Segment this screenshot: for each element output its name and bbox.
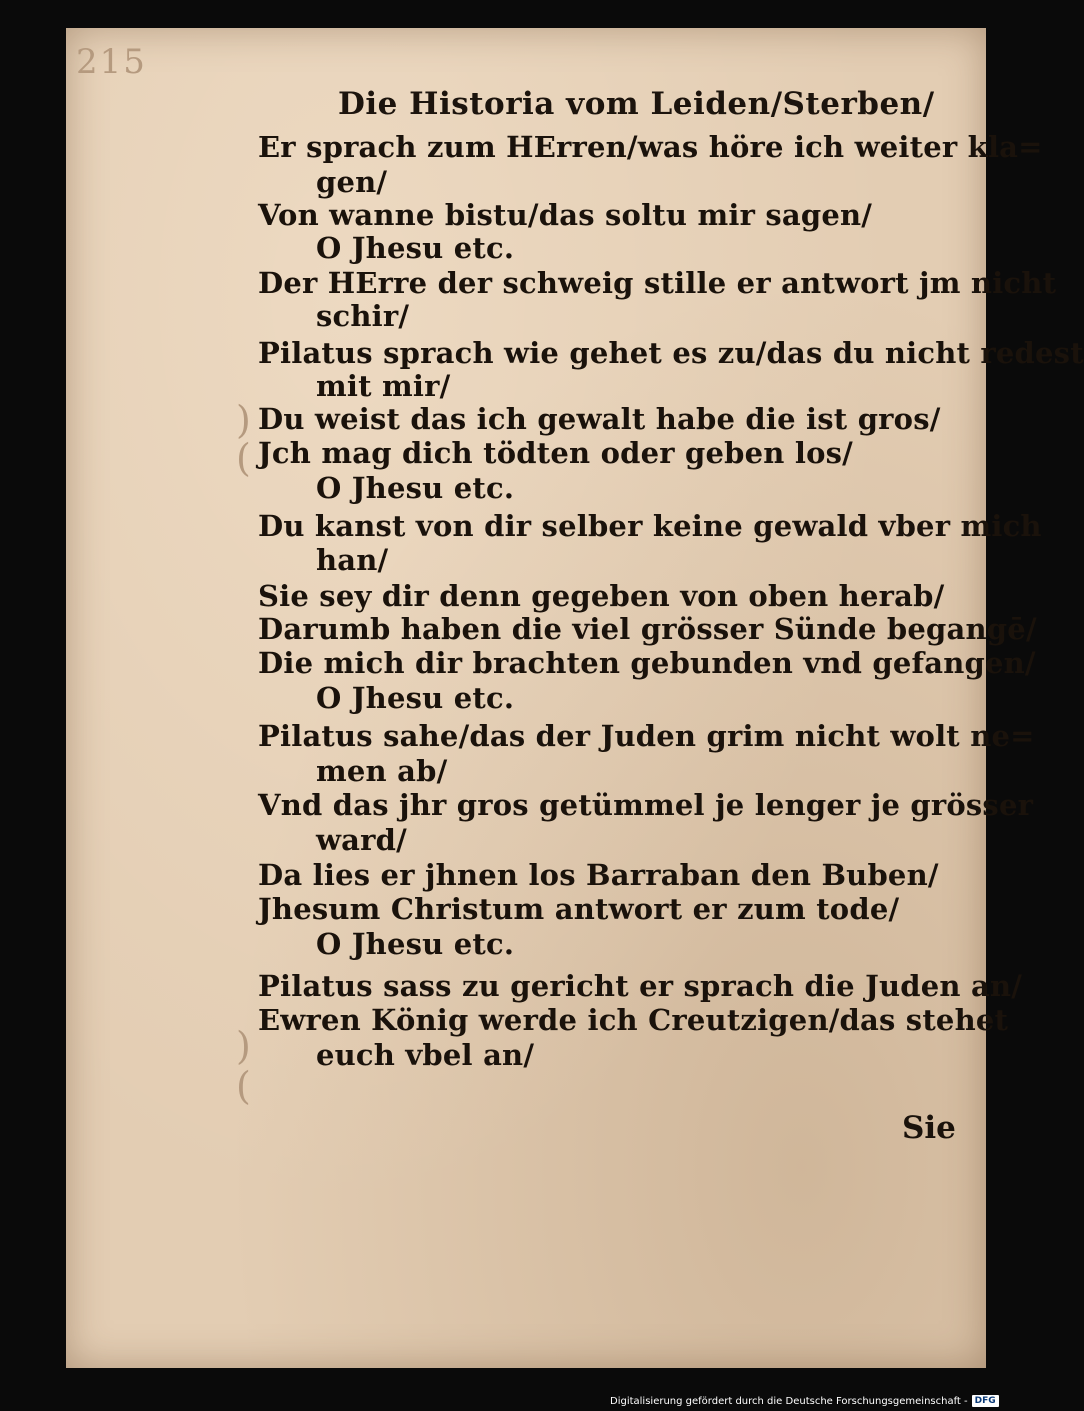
text-line: men ab/ xyxy=(316,754,448,788)
text-line: O Jhesu etc. xyxy=(316,471,515,505)
text-line: Du kanst von dir selber keine gewald vber mich xyxy=(258,509,1042,543)
text-line: O Jhesu etc. xyxy=(316,927,515,961)
text-line: Jhesum Christum antwort er zum tode/ xyxy=(258,892,900,926)
text-line: Pilatus sahe/das der Juden grim nicht wolt ne= xyxy=(258,719,1035,753)
text-line: Die mich dir brachten gebunden vnd gefangen/ xyxy=(258,646,1036,680)
margin-brace-mark: ( xyxy=(236,436,251,480)
text-line: O Jhesu etc. xyxy=(316,681,515,715)
text-line: schir/ xyxy=(316,299,410,333)
text-line: euch vbel an/ xyxy=(316,1038,535,1072)
margin-brace-mark: ( xyxy=(236,1064,251,1108)
text-line: Vnd das jhr gros getümmel je lenger je grösser xyxy=(258,788,1034,822)
footer-credit xyxy=(610,1393,999,1409)
document-page xyxy=(66,28,1084,1368)
text-line: gen/ xyxy=(316,165,388,199)
text-line: Darumb haben die viel grösser Sünde begangē/ xyxy=(258,612,1037,646)
text-line: Du weist das ich gewalt habe die ist gros/ xyxy=(258,402,941,436)
margin-brace-mark: ) xyxy=(236,1024,251,1068)
text-line: Der HErre der schweig stille er antwort jm nicht xyxy=(258,266,1057,300)
footer-text: Digitalisierung gefördert durch die Deutsche Forschungsgemeinschaft - xyxy=(610,1395,968,1407)
text-line: han/ xyxy=(316,543,389,577)
text-line: Er sprach zum HErren/was höre ich weiter kla= xyxy=(258,130,1043,164)
text-line: O Jhesu etc. xyxy=(316,231,515,265)
text-line: Pilatus sass zu gericht er sprach die Juden an/ xyxy=(258,969,1023,1003)
text-line: Ewren König werde ich Creutzigen/das stehet xyxy=(258,1003,1009,1037)
text-line: Sie sey dir denn gegeben von oben herab/ xyxy=(258,579,945,613)
dfg-logo: DFG xyxy=(972,1395,999,1407)
running-header: Die Historia vom Leiden/Sterben/ xyxy=(338,86,935,122)
text-line: ward/ xyxy=(316,823,407,857)
text-line: mit mir/ xyxy=(316,369,451,403)
text-line: Von wanne bistu/das soltu mir sagen/ xyxy=(258,198,873,232)
text-line: Da lies er jhnen los Barraban den Buben/ xyxy=(258,858,939,892)
text-line: Jch mag dich tödten oder geben los/ xyxy=(258,436,853,470)
text-line: Pilatus sprach wie gehet es zu/das du nicht redest xyxy=(258,336,1084,370)
catchword: Sie xyxy=(902,1110,956,1146)
margin-brace-mark: ) xyxy=(236,398,251,442)
corner-page-mark: 215 xyxy=(76,42,147,82)
